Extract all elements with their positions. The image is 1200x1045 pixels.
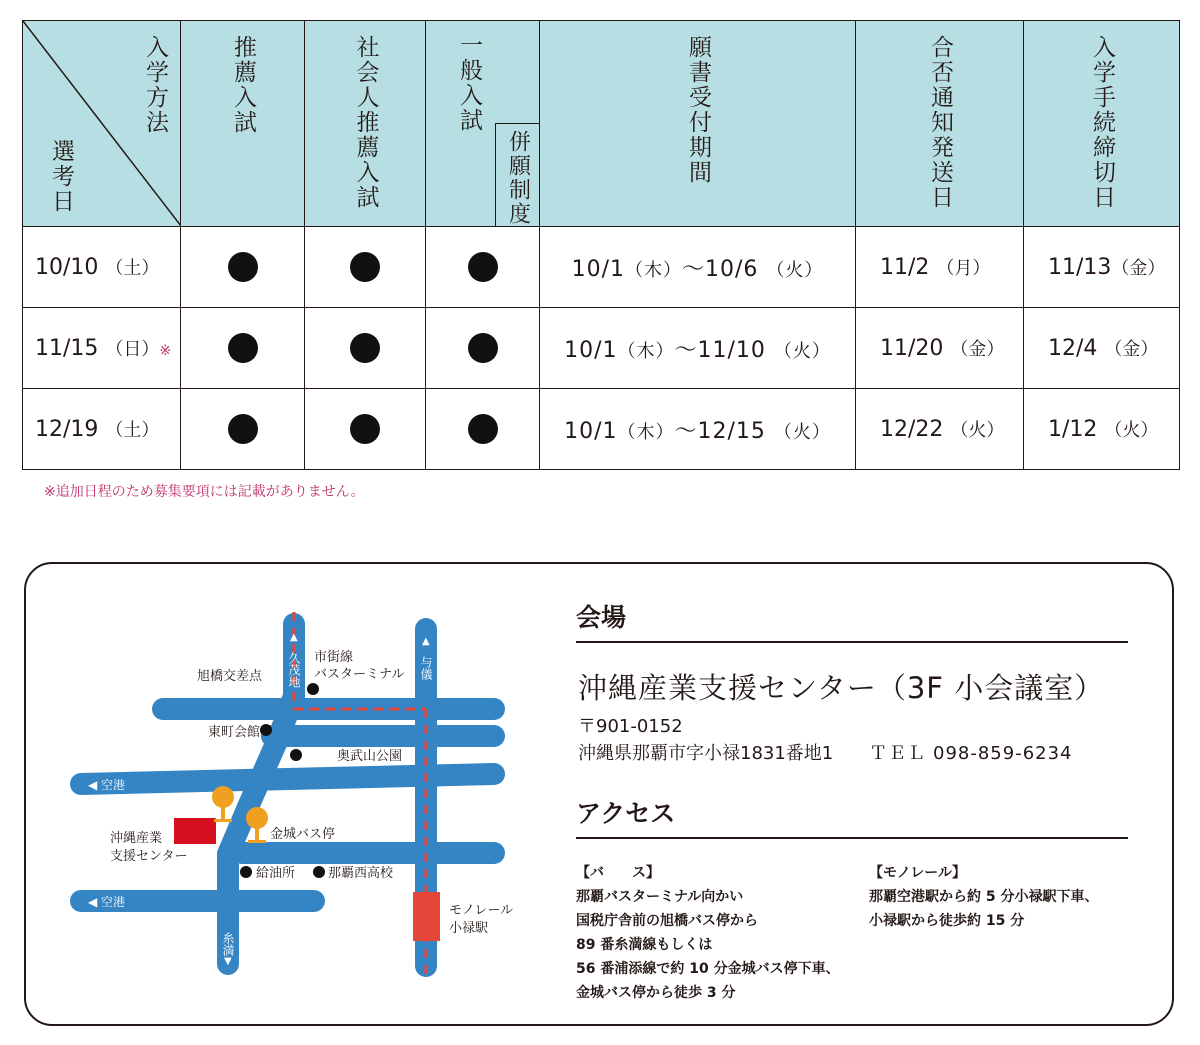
available-dot [350,252,380,282]
header-gansho: 願書受付期間 [540,21,856,227]
cell-suisen [181,308,305,389]
label-monorail-2: 小禄駅 [449,921,489,936]
header-ippan-label: 一般入試 [456,33,482,133]
svg-text:▲: ▲ [422,636,430,647]
cell-deadline: 12/4 （金） [1024,308,1180,389]
header-suisen: 推薦入試 [181,21,305,227]
landmark-dot [240,866,252,878]
label-terminal-2: バスターミナル [314,667,405,682]
venue-box [24,562,1174,1026]
road-label-yogi: 与儀 [419,656,433,680]
label-monorail-1: モノレール [449,903,514,918]
cell-notify: 11/2 （月） [856,227,1024,308]
label-terminal-1: 市街線 [314,650,354,665]
note-mark: ※ [159,343,172,359]
road-label-kumoji: 久茂地 [287,652,301,688]
header-corner [23,21,181,227]
header-row [23,21,1180,227]
label-gas: 給油所 [256,866,296,881]
label-asahibashi: 旭橋交差点 [197,669,263,684]
bus-stop-icon [212,786,234,822]
label-school: 那覇西高校 [328,866,394,881]
cell-shakaijin [305,227,426,308]
road-airport-1 [81,774,494,784]
landmark-dot [260,724,272,736]
label-kanagusuku: 金城バス停 [270,827,336,842]
header-ippan [426,21,540,227]
available-dot [468,252,498,282]
venue-address-line [578,739,1073,765]
available-dot [350,333,380,363]
cell-notify: 12/22 （火） [856,389,1024,470]
road-label-itoman: 糸満 [221,932,235,956]
landmark-dot [290,749,302,761]
cell-ippan [426,389,540,470]
header-tetsuzuki: 入学手続締切日 [1024,21,1180,227]
available-dot [468,333,498,363]
label-higashimachi: 東町会館 [208,725,261,740]
available-dot [350,414,380,444]
road-label-airport-2: ◀ 空港 [88,895,126,909]
landmark-dot [307,683,319,695]
svg-text:▼: ▼ [224,956,232,967]
road-label-airport-1: ◀ 空港 [88,778,126,792]
cell-period: 10/1（木）～11/10 （火） [540,308,856,389]
header-gouhi: 合否通知発送日 [856,21,1024,227]
access-bus: 【バ ス】 那覇バスターミナル向かい 国税庁舎前の旭橋バス停から 89 番糸満線もしくは 56 番浦添線で約 10 分金城バス停下車、 金城バス停から徒歩 3 分 [576,865,840,1001]
cell-shakaijin [305,308,426,389]
landmark-dot [313,866,325,878]
venue-rule [576,641,1128,643]
table-row [23,389,1180,470]
available-dot [468,414,498,444]
header-date: 選考日 [48,139,74,214]
available-dot [228,252,258,282]
footnote: ※追加日程のため募集要項には記載がありません。 [44,484,365,500]
cell-suisen [181,227,305,308]
cell-suisen [181,389,305,470]
cell-deadline: 11/13（金） [1024,227,1180,308]
header-shakaijin: 社会人推薦入試 [305,21,426,227]
venue-heading: 会場 [576,603,627,632]
cell-date: 12/19 （土） [23,389,181,470]
venue-tel: ＴＥＬ 098-859-6234 [869,743,1073,764]
label-venue-2: 支援センター [110,849,188,864]
access-heading: アクセス [576,799,676,828]
access-map [26,564,546,1024]
schedule-table [22,20,1180,470]
venue-postal: 〒901-0152 [578,716,683,737]
cell-notify: 11/20 （金） [856,308,1024,389]
header-method: 入学方法 [142,35,168,135]
cell-ippan [426,308,540,389]
available-dot [228,414,258,444]
cell-ippan [426,227,540,308]
label-oonoyama: 奥武山公園 [337,749,403,764]
available-dot [228,333,258,363]
monorail-station [413,892,440,941]
access-monorail: 【モノレール】 那覇空港駅から約 5 分小禄駅下車、 小禄駅から徒歩約 15 分 [869,865,1099,929]
header-heigan: 併願制度 [495,123,539,226]
label-venue-1: 沖縄産業 [110,831,163,846]
venue-address: 沖縄県那覇市字小禄1831番地1 [578,743,834,764]
table-row [23,308,1180,389]
cell-shakaijin [305,389,426,470]
access-rule [576,837,1128,839]
cell-date: 11/15 （日）※ [23,308,181,389]
cell-deadline: 1/12 （火） [1024,389,1180,470]
cell-period: 10/1（木）～10/6 （火） [540,227,856,308]
cell-period: 10/1（木）～12/15 （火） [540,389,856,470]
venue-building [174,818,216,844]
venue-name: 沖縄産業支援センター（3F 小会議室） [578,671,1105,705]
cell-date: 10/10 （土） [23,227,181,308]
svg-text:▲: ▲ [290,632,298,643]
table-row [23,227,1180,308]
bus-stop-icon [246,807,268,843]
